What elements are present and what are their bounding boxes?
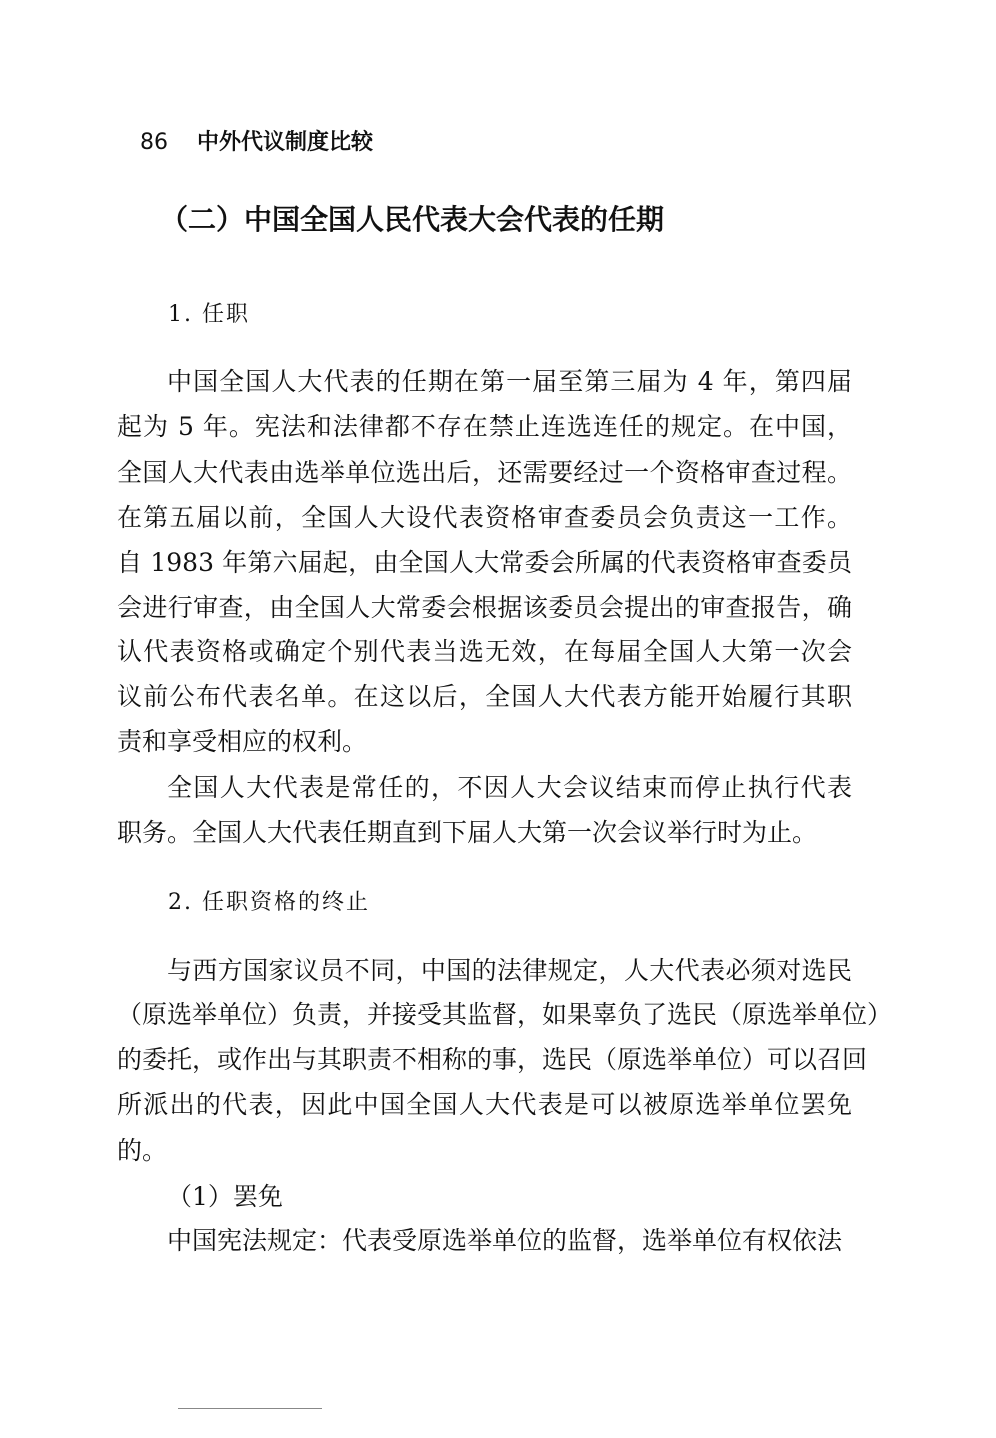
subsection-title-appointment: 1. 任职 bbox=[168, 302, 250, 327]
subsection-title-termination: 2. 任职资格的终止 bbox=[168, 890, 370, 915]
text-line: 所派出的代表，因此中国全国人大代表是可以被原选举单位罢免 bbox=[117, 1090, 852, 1119]
running-header bbox=[140, 128, 373, 158]
text-line: 起为 5 年。宪法和法律都不存在禁止连选连任的规定。在中国， bbox=[117, 412, 852, 441]
text-line: 中国宪法规定：代表受原选举单位的监督，选举单位有权依法 bbox=[167, 1226, 843, 1255]
text-line: 自 1983 年第六届起，由全国人大常委会所属的代表资格审查委员 bbox=[117, 548, 852, 577]
section-heading: （二）中国全国人民代表大会代表的任期 bbox=[160, 203, 665, 236]
text-line: 会进行审查，由全国人大常委会根据该委员会提出的审查报告，确 bbox=[117, 593, 852, 622]
text-line: 认代表资格或确定个别代表当选无效，在每届全国人大第一次会 bbox=[117, 637, 852, 666]
text-line: 全国人大代表由选举单位选出后，还需要经过一个资格审查过程。 bbox=[117, 458, 852, 487]
text-line: 在第五届以前，全国人大设代表资格审查委员会负责这一工作。 bbox=[117, 503, 852, 532]
text-line: 全国人大代表是常任的，不因人大会议结束而停止执行代表 bbox=[167, 773, 852, 802]
scan-artifact-line bbox=[178, 1408, 322, 1409]
text-line: 责和享受相应的权利。 bbox=[117, 727, 368, 756]
text-line: 的。 bbox=[117, 1136, 168, 1165]
book-title: 中外代议制度比较 bbox=[197, 130, 374, 155]
text-line: 职务。全国人大代表任期直到下届人大第一次会议举行时为止。 bbox=[117, 818, 818, 847]
text-line: 与西方国家议员不同，中国的法律规定，人大代表必须对选民 bbox=[167, 956, 852, 985]
item-label-dismissal: （1）罢免 bbox=[167, 1182, 283, 1211]
text-line: （原选举单位）负责，并接受其监督，如果辜负了选民（原选举单位） bbox=[117, 1000, 893, 1029]
text-line: 中国全国人大代表的任期在第一届至第三届为 4 年，第四届 bbox=[167, 367, 852, 396]
text-line: 的委托，或作出与其职责不相称的事，选民（原选举单位）可以召回 bbox=[117, 1045, 868, 1074]
page-number: 86 bbox=[140, 130, 168, 155]
text-line: 议前公布代表名单。在这以后，全国人大代表方能开始履行其职 bbox=[117, 682, 852, 711]
